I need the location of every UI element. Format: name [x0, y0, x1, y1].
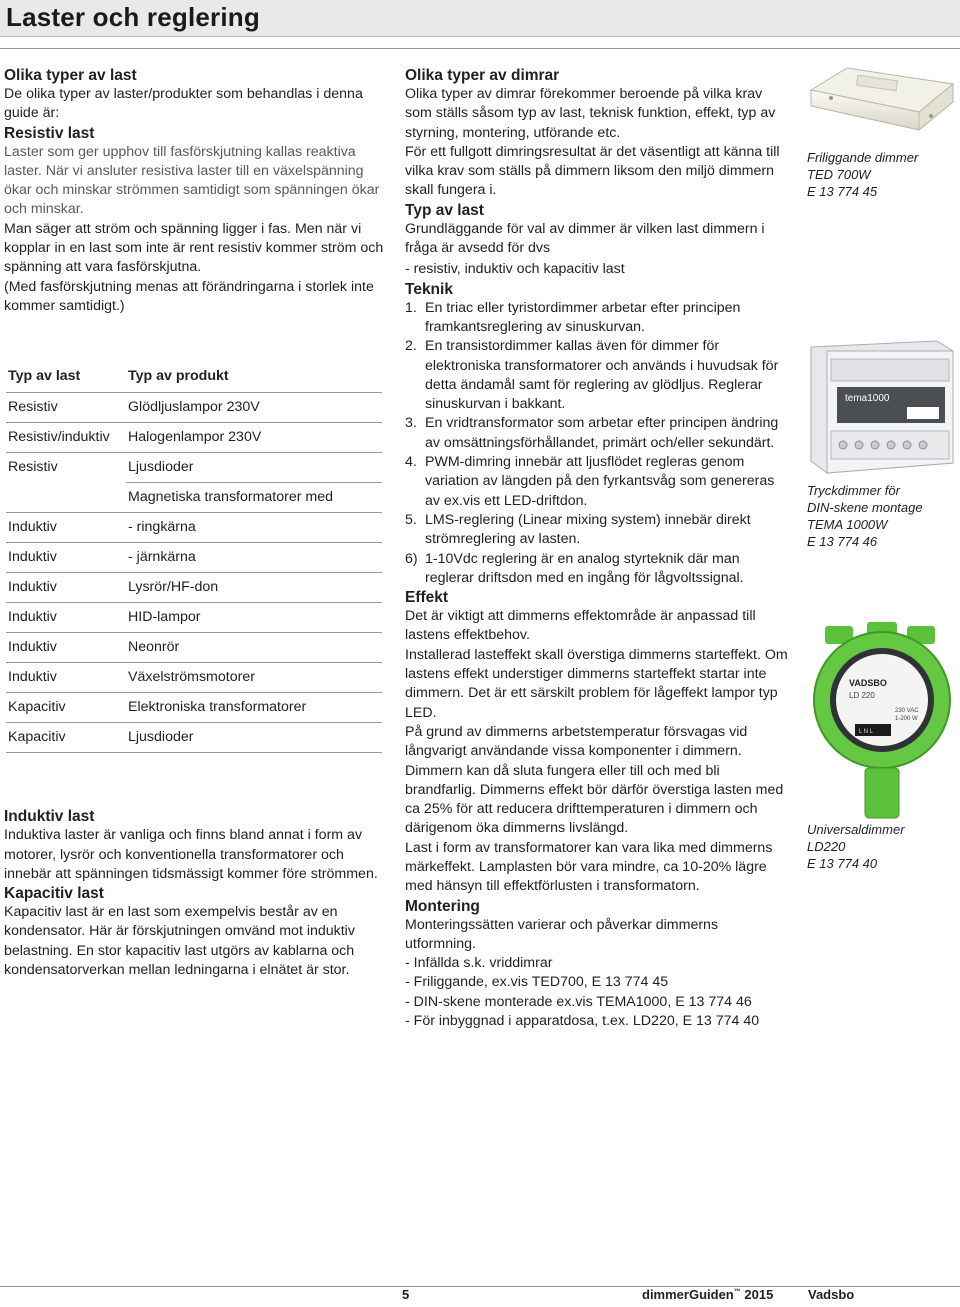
- table-cell-product: Glödljuslampor 230V: [126, 393, 382, 423]
- table-col-load: Typ av last: [6, 360, 126, 393]
- table-cell-load: Kapacitiv: [6, 693, 126, 723]
- montering-list: [405, 954, 790, 1031]
- table-cell-product: Halogenlampor 230V: [126, 423, 382, 453]
- ld220-figure: [807, 620, 957, 872]
- footer-company: Vadsbo: [808, 1287, 855, 1302]
- table-cell-product: HID-lampor: [126, 603, 382, 633]
- table-cell-product: - ringkärna: [126, 513, 382, 543]
- list-number: 4.: [405, 454, 417, 471]
- list-number: 5.: [405, 511, 417, 528]
- ted700-figure: [807, 60, 957, 200]
- list-number: 3.: [405, 415, 417, 432]
- page-number: 5: [402, 1287, 410, 1302]
- table-cell-load: Induktiv: [6, 573, 126, 603]
- table-col-product: Typ av produkt: [126, 360, 382, 393]
- left-column: [4, 66, 386, 980]
- list-text: En transistordimmer kallas även för dimmer för elektroniska transformatorer och används i huvudsak för detta ändamål samt för reglering av glödljus. Reglerar sinuskurvan i bakkant.: [425, 338, 779, 413]
- table-row: [6, 453, 382, 483]
- tema1000-caption-2: DIN-skene montage: [807, 500, 923, 515]
- ld220-terminals: L N L: [859, 729, 874, 735]
- page-header: [0, 0, 960, 37]
- table-cell-load: Resistiv: [6, 393, 126, 423]
- list-item: [405, 511, 790, 550]
- table-cell-product: Magnetiska transformatorer med: [126, 483, 382, 513]
- table-cell-load: Induktiv: [6, 663, 126, 693]
- brand-name: dimmerGuiden: [642, 1287, 734, 1302]
- header-rule: [0, 48, 960, 49]
- list-item: [405, 299, 790, 338]
- table-cell-load: Induktiv: [6, 543, 126, 573]
- dimmer-types-heading: Olika typer av dimrar: [405, 67, 560, 84]
- ted700-caption-1: Friliggande dimmer: [807, 150, 919, 165]
- temperature-text: På grund av dimmerns arbetstemperatur försvagas vid långvarigt användande vissa komponenter i dimmern. Dimmern kan då sluta fungera eller till och med bli brandfarlig. Dimmerns effekt bör därför överstiga lasten med ca 25% för att reducera drifttemperaturen i dimmern och därigenom öka dimmerns livslängd.: [405, 723, 784, 837]
- middle-column: [405, 66, 790, 1031]
- ld220-caption-1: Universaldimmer: [807, 822, 905, 837]
- resistive-text-3: (Med fasförskjutning menas att förändringarna i storlek inte kommer samtidigt.): [4, 278, 374, 314]
- table-cell-load: [6, 483, 126, 513]
- tema1000-image: [807, 337, 957, 477]
- trademark: ™: [733, 1288, 741, 1296]
- list-number: 1.: [405, 299, 417, 316]
- montering-text: Monteringssätten varierar och påverkar dimmerns utformning.: [405, 916, 719, 952]
- table-row: [6, 483, 382, 513]
- table-cell-product: Neonrör: [126, 633, 382, 663]
- resistive-text-1: Laster som ger upphov till fasförskjutning kallas reaktiva laster. När vi ansluter resistiva laster till en växelspänning ökar och minskar strömmen samtidigt som spänningen ökar och minskar.: [4, 143, 380, 218]
- ld220-caption-3: E 13 774 40: [807, 856, 878, 871]
- ld220-rating: 230 VAC: [895, 708, 919, 714]
- table-cell-product: - järnkärna: [126, 543, 382, 573]
- ld220-caption-2: LD220: [807, 839, 846, 854]
- intro-heading: Olika typer av last: [4, 67, 137, 84]
- montering-heading: Montering: [405, 897, 480, 915]
- table-row: [6, 513, 382, 543]
- effekt-heading: Effekt: [405, 589, 449, 607]
- inductive-heading: Induktiv last: [4, 808, 95, 826]
- ted700-image: [807, 60, 957, 138]
- ted700-caption-2: TED 700W: [807, 167, 871, 182]
- list-number: 2.: [405, 338, 417, 355]
- list-text: 1-10Vdc reglering är en analog styrteknik där man reglerar driftsdon med en ingång för lågvoltssignal.: [425, 550, 744, 586]
- intro-text: De olika typer av laster/produkter som behandlas i denna guide är:: [4, 86, 363, 122]
- table-row: [6, 423, 382, 453]
- table-header-row: [6, 360, 382, 393]
- dimmer-text-2: För ett fullgott dimringsresultat är det väsentligt att känna till vilka krav som ställs på dimmern liksom den miljö dimmern skall fungera i.: [405, 143, 780, 199]
- table-row: [6, 543, 382, 573]
- table-cell-product: Ljusdioder: [126, 723, 382, 753]
- table-cell-product: Lysrör/HF-don: [126, 573, 382, 603]
- table-row: [6, 723, 382, 753]
- table-cell-load: Induktiv: [6, 633, 126, 663]
- resistive-heading: Resistiv last: [4, 124, 95, 142]
- capacitive-heading: Kapacitiv last: [4, 885, 104, 903]
- list-item: [405, 453, 790, 511]
- list-text: En vridtransformator som arbetar efter principen ändring av omsättningsförhållandet, primärt och/eller sekundärt.: [425, 415, 779, 451]
- effekt-text-2: Installerad lasteffekt skall överstiga dimmerns starteffekt. Om lastens effekt understiger dimmerns starteffekt startar inte dimmern. Det är ett särskilt problem för lågeffekt lampor typ LED.: [405, 646, 788, 721]
- loadtype-item: - resistiv, induktiv och kapacitiv last: [405, 261, 625, 278]
- tema1000-caption-4: E 13 774 46: [807, 534, 878, 549]
- effekt-text-1: Det är viktigt att dimmerns effektområde är anpassad till lastens effektbehov.: [405, 608, 756, 644]
- transformer-text: Last i form av transformatorer kan vara lika med dimmerns märkeffekt. Lamplasten bör vara mindre, ca 10-20% lägre med hänsyn till effektförlusten i transformatorn.: [405, 839, 773, 895]
- table-cell-load: Resistiv: [8, 459, 58, 476]
- table-row: [6, 603, 382, 633]
- list-text: PWM-dimring innebär att ljusflödet regleras genom variation av längden på den fyrkantsvåg som genereras av ex.vis ett LED-driftdon.: [425, 454, 775, 509]
- ld220-model: LD 220: [849, 691, 875, 700]
- ted700-caption-3: E 13 774 45: [807, 184, 878, 199]
- list-text: LMS-reglering (Linear mixing system) innebär direkt strömreglering av lasten.: [425, 511, 751, 548]
- tema1000-caption-1: Tryckdimmer för: [807, 483, 900, 498]
- table-row: [6, 693, 382, 723]
- page-footer: [0, 1286, 960, 1307]
- loadtype-heading: Typ av last: [405, 201, 484, 219]
- tema1000-caption-3: TEMA 1000W: [807, 517, 888, 532]
- table-cell-load: Induktiv: [6, 513, 126, 543]
- capacitive-text: Kapacitiv last är en last som exempelvis består av en kondensator. Här är förskjutningen omvänd mot induktiv belastning. En stor kapacitiv last utgörs av kablarna och kondensatorverkan mellan ledningarna i elnätet är stor.: [4, 904, 355, 979]
- right-column: [807, 60, 957, 872]
- table-row: [6, 663, 382, 693]
- ld220-brand: VADSBO: [849, 678, 887, 688]
- list-item: [405, 550, 790, 589]
- list-text: En triac eller tyristordimmer arbetar efter principen framkantsreglering av sinuskurvan.: [425, 299, 741, 335]
- tema1000-device-label: tema1000: [845, 393, 890, 404]
- table-cell-product: Elektroniska transformatorer: [126, 693, 382, 723]
- footer-year: 2015: [744, 1287, 774, 1302]
- tema1000-figure: [807, 337, 957, 550]
- resistive-text-2: Man säger att ström och spänning ligger i fas. Men när vi kopplar in en last som inte är rent resistiv kommer ström och spänning att vara fasförskjutna.: [4, 220, 384, 276]
- footer-brand: [642, 1287, 773, 1302]
- table-cell-product: Ljusdioder: [126, 453, 382, 483]
- table-cell-load: Kapacitiv: [6, 723, 126, 753]
- list-item: [405, 414, 790, 453]
- loadtype-text: Grundläggande för val av dimmer är vilken last dimmern i fråga är avsedd för dvs: [405, 220, 765, 257]
- list-item: - DIN-skene monterade ex.vis TEMA1000, E 13 774 46: [405, 993, 752, 1010]
- teknik-list: [405, 299, 790, 588]
- list-item: - För inbyggnad i apparatdosa, t.ex. LD220, E 13 774 40: [405, 1013, 760, 1030]
- table-cell-load: Resistiv/induktiv: [6, 423, 126, 453]
- table-row: [6, 393, 382, 423]
- list-item: - Friliggande, ex.vis TED700, E 13 774 45: [405, 974, 669, 991]
- inductive-text: Induktiva laster är vanliga och finns bland annat i form av motorer, lysrör och konventionella transformatorer och innebär att spänningen tidsmässigt kommer före strömmen.: [4, 827, 378, 882]
- dimmer-text-1: Olika typer av dimrar förekommer beroende på vilka krav som ställs såsom typ av last, teknisk funktion, effekt, typ av styrning, montering, utförande etc.: [405, 86, 776, 141]
- teknik-heading: Teknik: [405, 280, 453, 298]
- list-number: 6): [405, 550, 418, 567]
- ld220-power: 1-200 W: [895, 716, 918, 722]
- table-row: [6, 633, 382, 663]
- table-cell-product: Växelströmsmotorer: [126, 663, 382, 693]
- load-type-table: [6, 360, 382, 753]
- table-row: [6, 573, 382, 603]
- ld220-image: [807, 620, 957, 820]
- table-cell-load: Induktiv: [6, 603, 126, 633]
- page-title: Laster och reglering: [6, 2, 260, 32]
- list-item: [405, 337, 790, 414]
- list-item: - Infällda s.k. vriddimrar: [405, 955, 553, 972]
